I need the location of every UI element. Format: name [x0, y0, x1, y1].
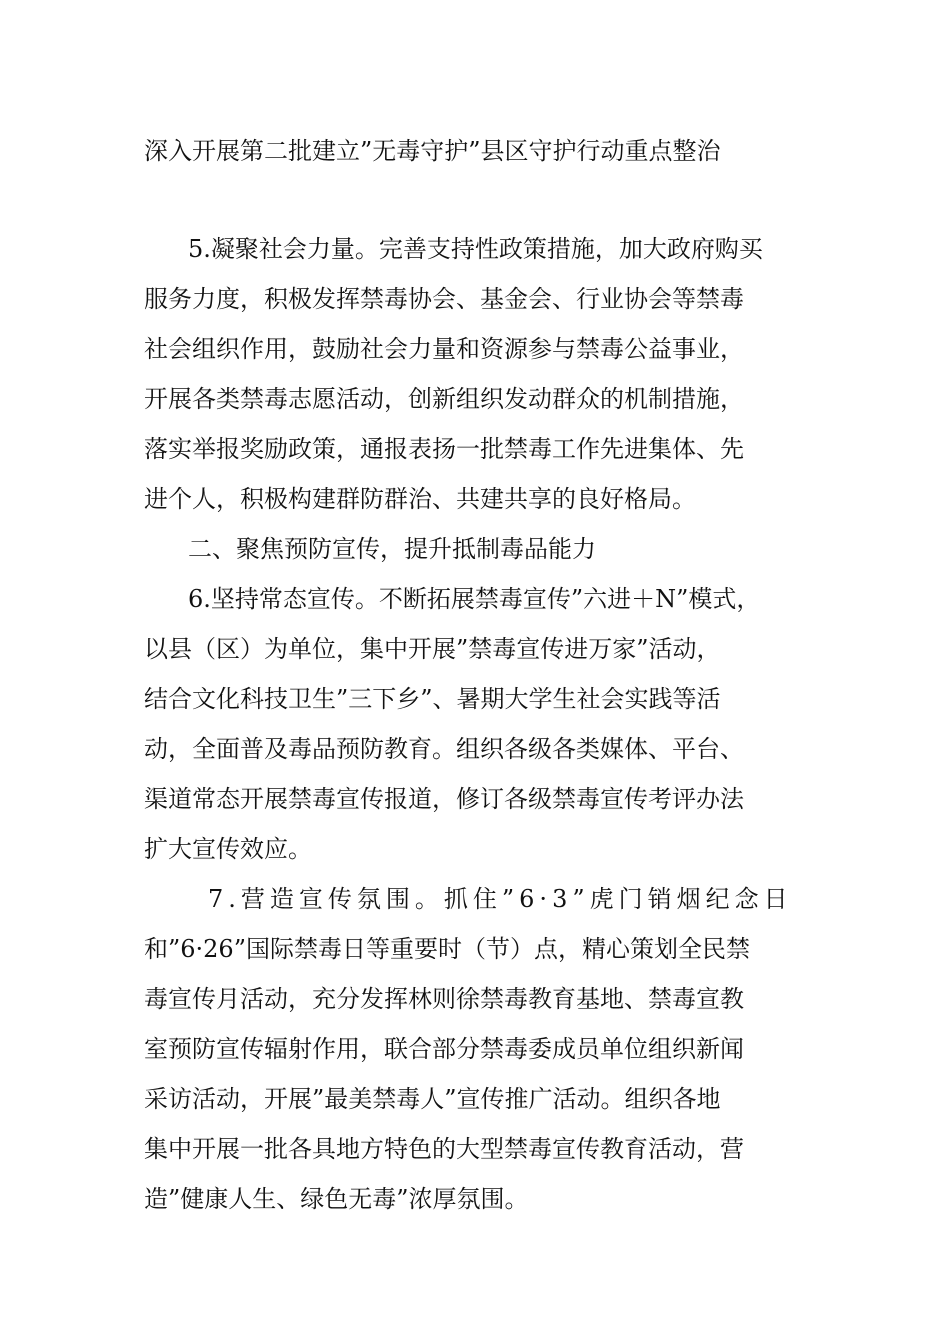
- paragraph-line: 落实举报奖励政策，通报表扬一批禁毒工作先进集体、先: [144, 435, 744, 463]
- paragraph-7: [144, 874, 810, 1224]
- paragraph-line: 造”健康人生、绿色无毒”浓厚氛围。: [144, 1185, 529, 1213]
- paragraph-line: 进个人，积极构建群防群治、共建共享的良好格局。: [144, 485, 696, 513]
- paragraph-5: [144, 224, 810, 524]
- paragraph-line: 扩大宣传效应。: [144, 835, 312, 863]
- paragraph-line: 7.营造宣传氛围。抓住”6·3”虎门销烟纪念日: [208, 885, 793, 913]
- paragraph-line: 集中开展一批各具地方特色的大型禁毒宣传教育活动，营: [144, 1135, 744, 1163]
- paragraph-line: 采访活动，开展”最美禁毒人”宣传推广活动。组织各地: [144, 1085, 721, 1113]
- paragraph-line: 动，全面普及毒品预防教育。组织各级各类媒体、平台、: [144, 735, 744, 763]
- paragraph-line: 以县（区）为单位，集中开展”禁毒宣传进万家”活动，: [144, 635, 721, 663]
- paragraph-line: 渠道常态开展禁毒宣传报道，修订各级禁毒宣传考评办法: [144, 785, 744, 813]
- paragraph-line: 6.坚持常态宣传。不断拓展禁毒宣传”六进＋N”模式，: [188, 585, 761, 613]
- paragraph-line: 毒宣传月活动，充分发挥林则徐禁毒教育基地、禁毒宣教: [144, 985, 744, 1013]
- paragraph-line: 室预防宣传辐射作用，联合部分禁毒委成员单位组织新闻: [144, 1035, 744, 1063]
- paragraph-line: 服务力度，积极发挥禁毒协会、基金会、行业协会等禁毒: [144, 285, 744, 313]
- paragraph-line: 开展各类禁毒志愿活动，创新组织发动群众的机制措施，: [144, 385, 744, 413]
- paragraph-line: 社会组织作用，鼓励社会力量和资源参与禁毒公益事业，: [144, 335, 744, 363]
- paragraph-line: 结合文化科技卫生”三下乡”、暑期大学生社会实践等活: [144, 685, 721, 713]
- continued-line: 深入开展第二批建立”无毒守护”县区守护行动重点整治: [144, 137, 721, 165]
- paragraph-line: 5.凝聚社会力量。完善支持性政策措施，加大政府购买: [188, 235, 763, 263]
- section-heading: 二、聚焦预防宣传，提升抵制毒品能力: [188, 535, 596, 563]
- paragraph-6: [144, 574, 810, 874]
- paragraph-line: 和”6·26”国际禁毒日等重要时（节）点，精心策划全民禁: [144, 935, 750, 963]
